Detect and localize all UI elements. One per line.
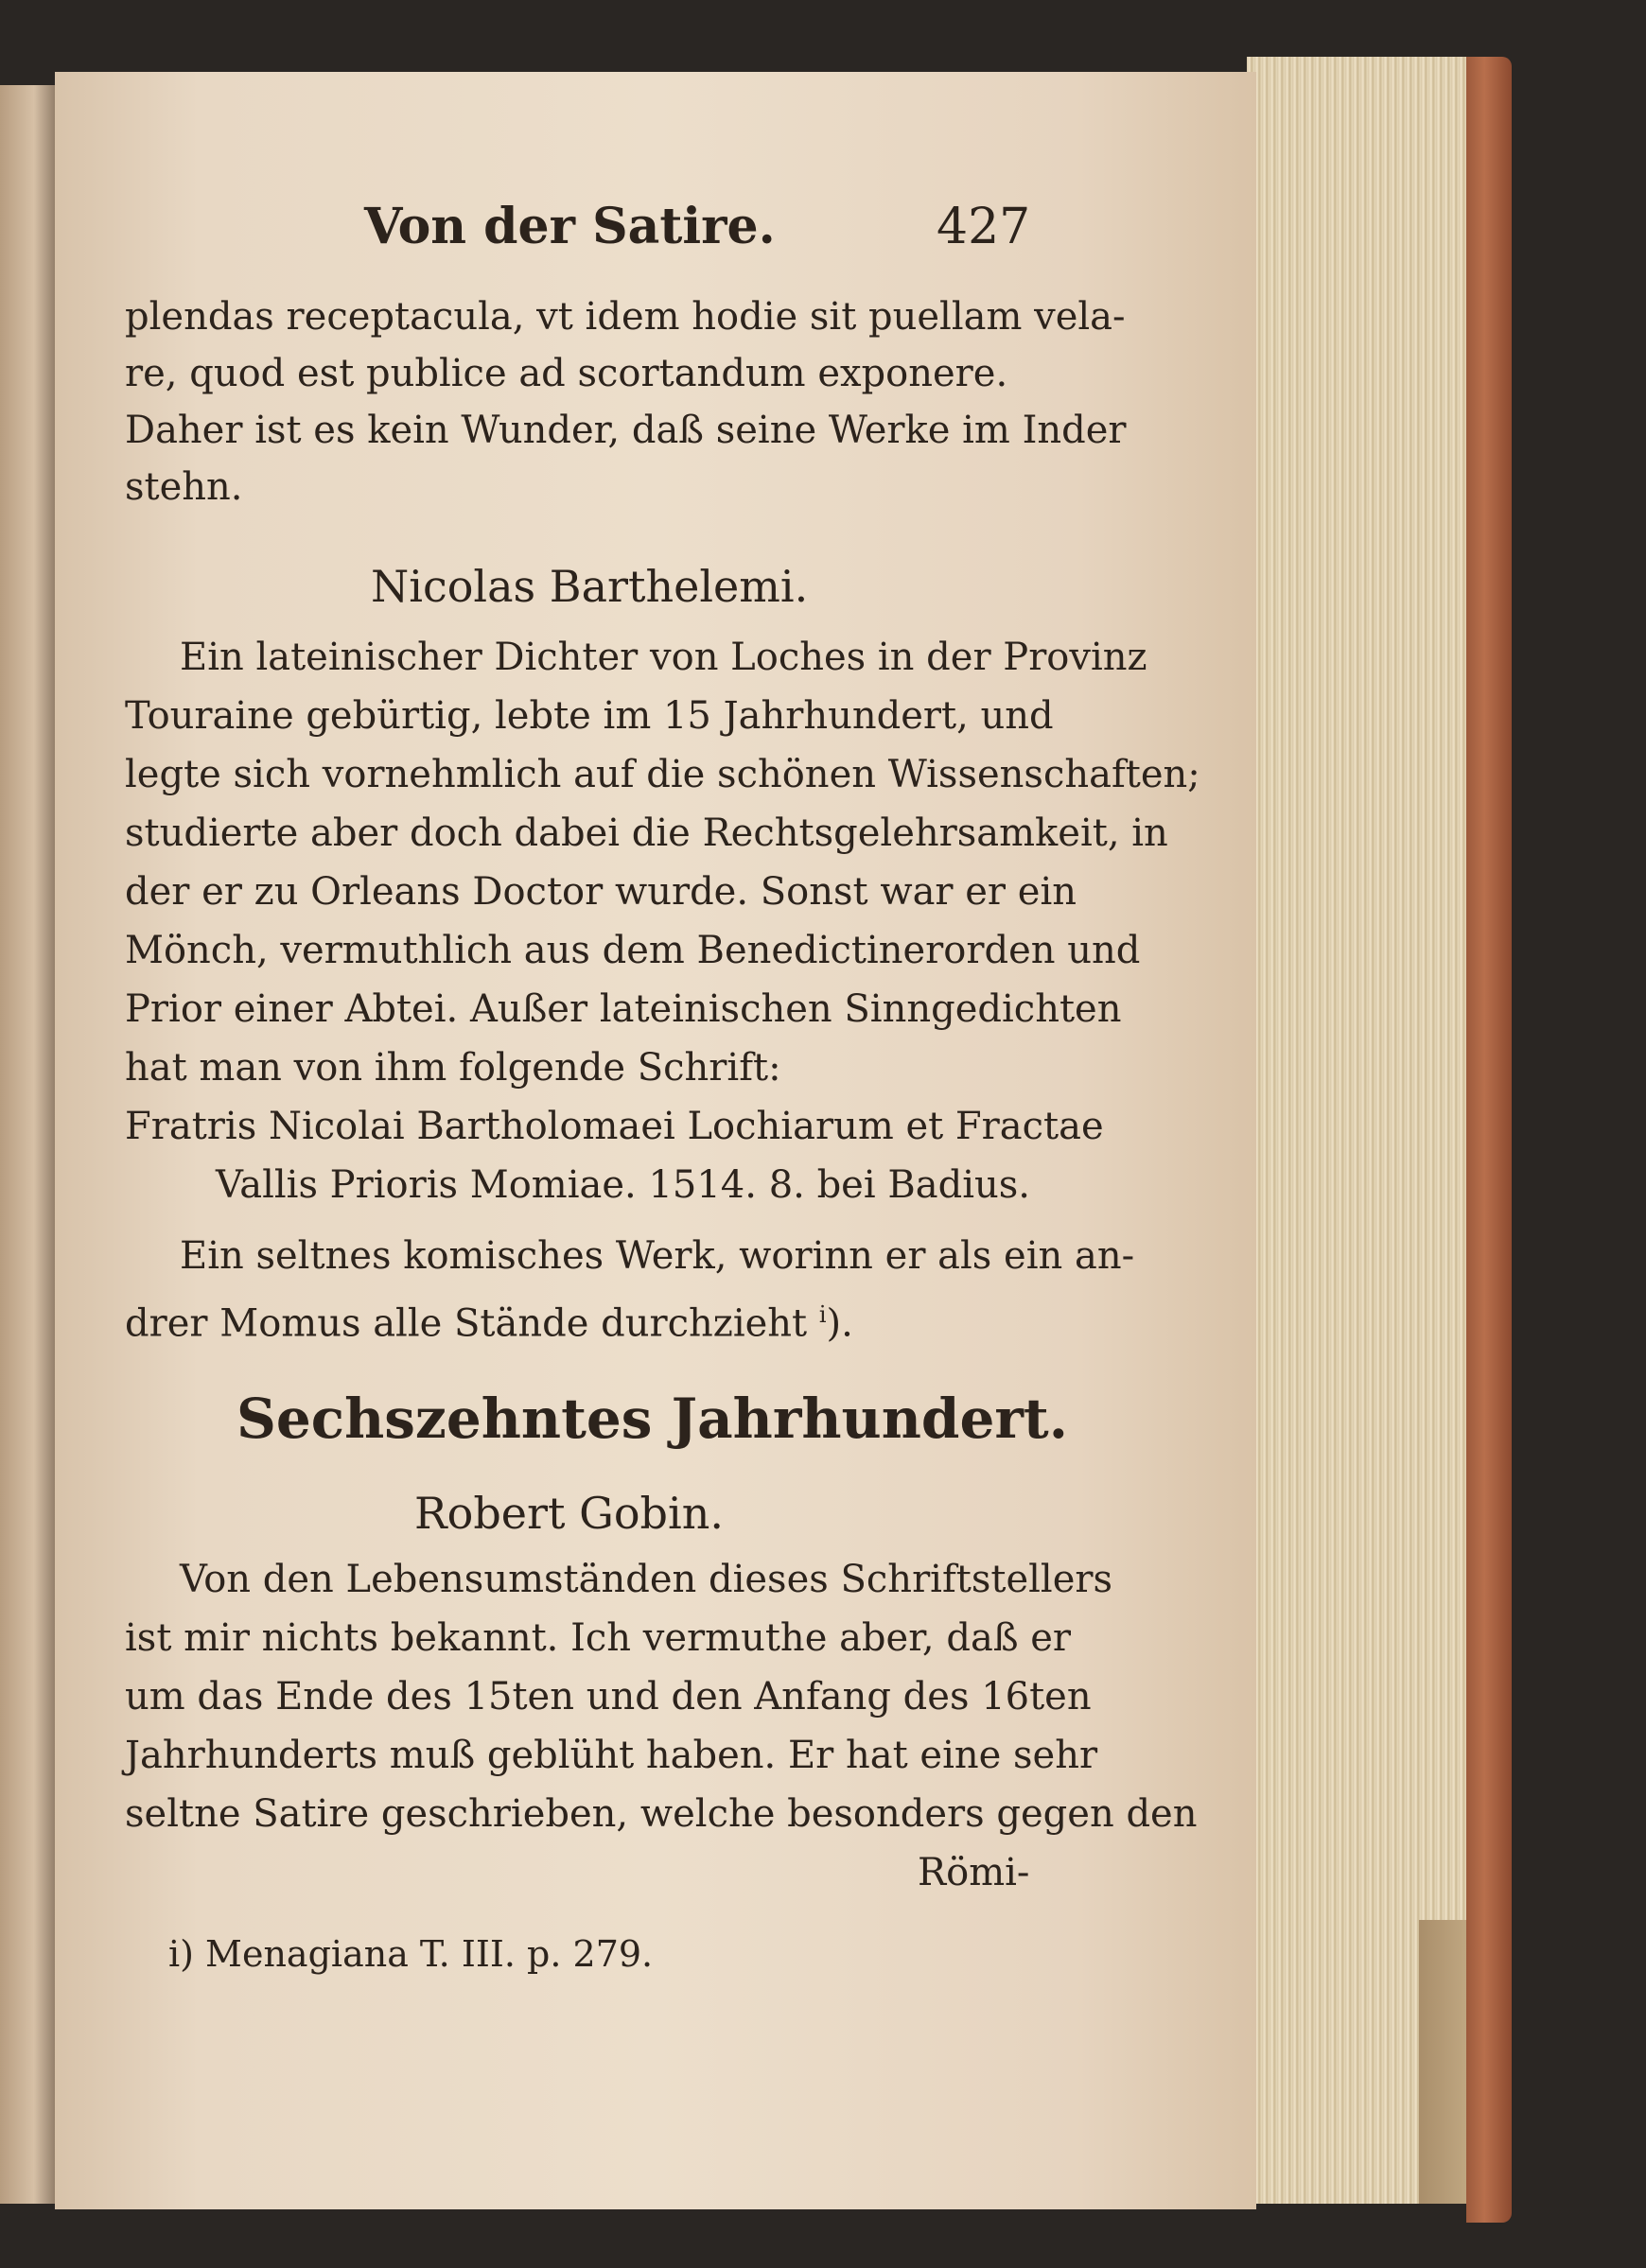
book-cover (1466, 57, 1512, 2223)
text-fragment: drer Momus alle Stände durchzieht (125, 1301, 808, 1346)
text-line: Prior einer Abtei. Außer lateinischen Sinngedichten (125, 987, 1122, 1031)
section-title: Robert Gobin. (414, 1488, 724, 1539)
footnote-marker: i (818, 1301, 827, 1328)
text-line: der er zu Orleans Doctor wurde. Sonst war er ein (125, 870, 1077, 914)
page-block-edges (1247, 57, 1486, 2204)
text-line: ist mir nichts bekannt. Ich vermuthe aber, daß er (125, 1616, 1072, 1660)
text-line: Ein lateinischer Dichter von Loches in der Provinz (180, 636, 1147, 679)
text-line: studierte aber doch dabei die Rechtsgelehrsamkeit, in (125, 811, 1168, 855)
text-line: Mönch, vermuthlich aus dem Benedictinerorden und (125, 929, 1141, 972)
text-line: um das Ende des 15ten und den Anfang des 16ten (125, 1675, 1092, 1718)
text-line: stehn. (125, 465, 243, 509)
citation-line: Vallis Prioris Momiae. 1514. 8. bei Badius. (216, 1163, 1030, 1207)
page-number: 427 (937, 199, 1031, 255)
catchword: Römi- (918, 1851, 1030, 1894)
citation-line: Fratris Nicolai Bartholomaei Lochiarum et Fractae (125, 1105, 1104, 1148)
text-line: plendas receptacula, vt idem hodie sit puellam vela- (125, 295, 1126, 339)
text-fragment: ). (826, 1301, 853, 1346)
footnote: i) Menagiana T. III. p. 279. (168, 1933, 654, 1975)
text-line: hat man von ihm folgende Schrift: (125, 1046, 781, 1090)
text-line: legte sich vornehmlich auf die schönen Wissenschaften; (125, 753, 1200, 796)
text-line-with-note (125, 1286, 853, 1352)
section-title: Nicolas Barthelemi. (371, 561, 809, 612)
century-heading: Sechszehntes Jahrhundert. (236, 1387, 1068, 1451)
running-header: Von der Satire. (364, 198, 776, 255)
text-line: re, quod est publice ad scortandum exponere. (125, 352, 1008, 395)
text-line: Daher ist es kein Wunder, daß seine Werke im Inder (125, 409, 1127, 452)
text-line: Ein seltnes komisches Werk, worinn er als ein an- (180, 1234, 1135, 1278)
text-line: Touraine gebürtig, lebte im 15 Jahrhundert, und (125, 694, 1054, 738)
text-line: seltne Satire geschrieben, welche besonders gegen den (125, 1792, 1198, 1836)
facing-page-edge (0, 85, 57, 2204)
text-line: Jahrhunderts muß geblüht haben. Er hat eine sehr (125, 1734, 1098, 1777)
text-line: Von den Lebensumständen dieses Schriftstellers (180, 1558, 1113, 1601)
